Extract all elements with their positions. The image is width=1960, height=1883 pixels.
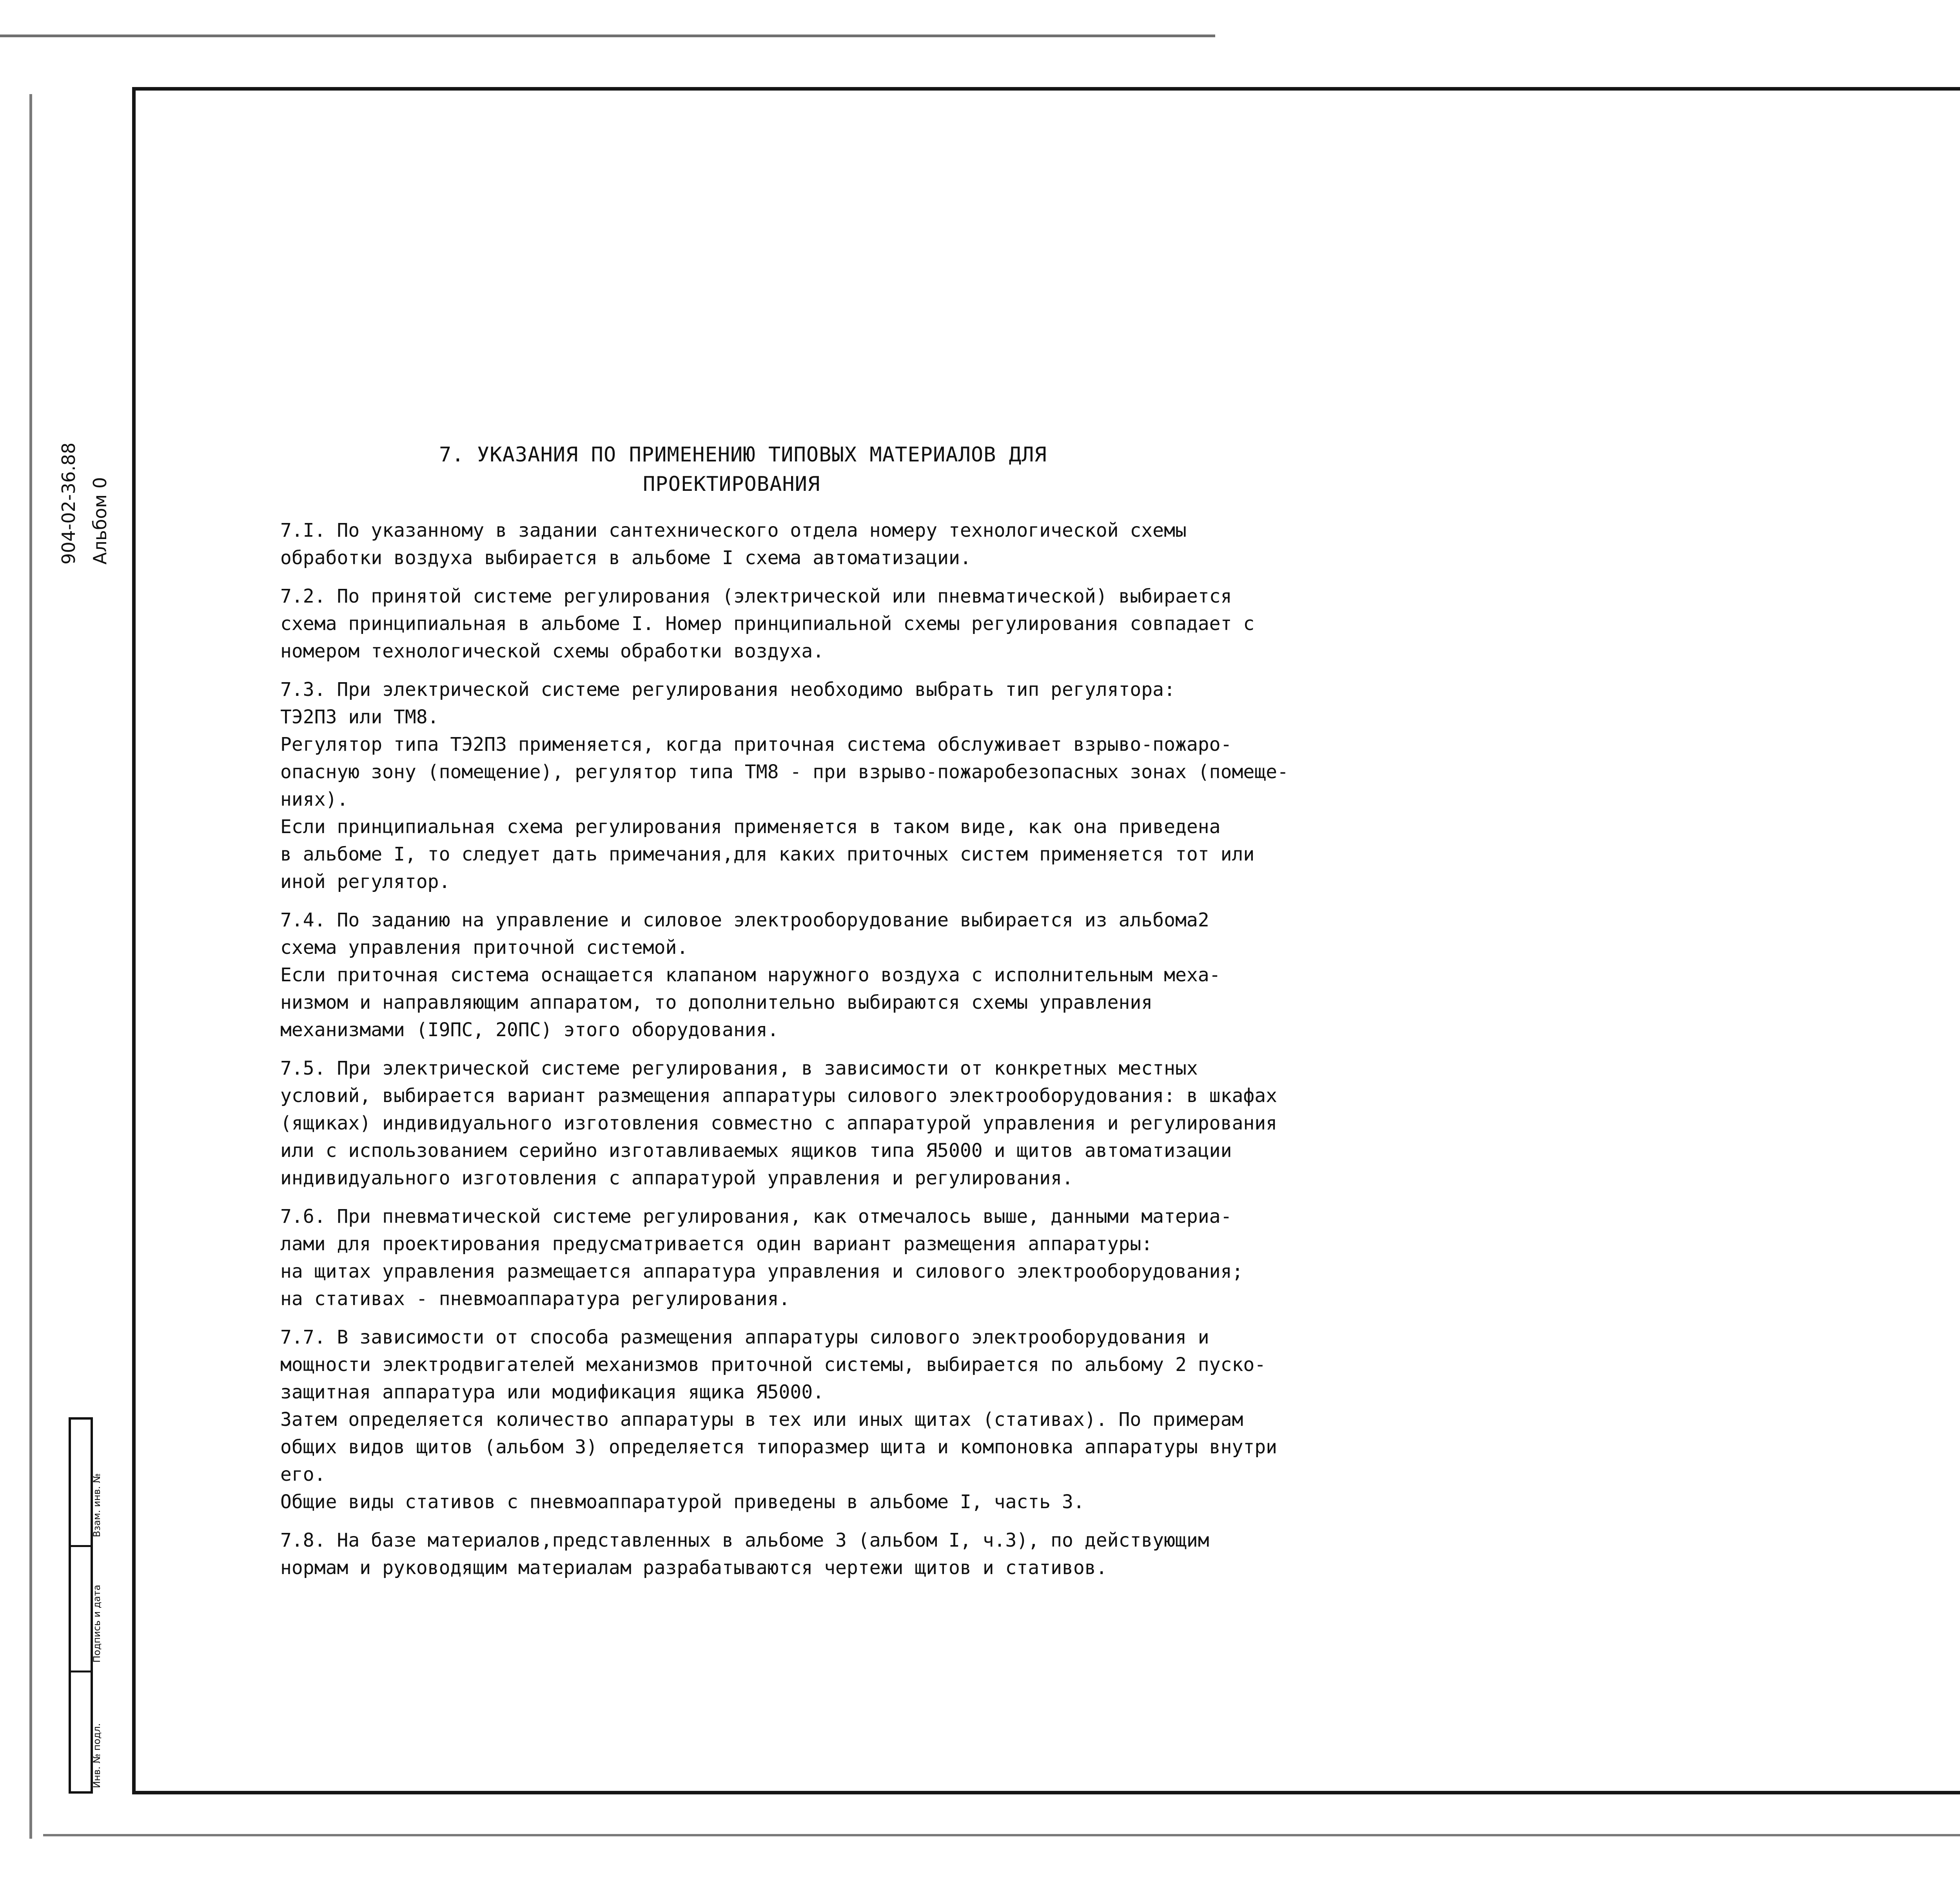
text-line: ниях). [280,788,348,810]
section-heading-line1: 7. УКАЗАНИЯ ПО ПРИМЕНЕНИЮ ТИПОВЫХ МАТЕРИАЛОВ ДЛЯ [439,443,1047,467]
text-line: защитная аппаратура или модификация ящика Я5000. [280,1381,824,1403]
margin-album-label: Альбом 0 [89,477,111,565]
approval-stamp-box [69,1417,102,1794]
stamp-replace-inv: Взам. инв. № [91,1473,102,1537]
text-line: нормам и руководящим материалам разрабатываются чертежи щитов и стативов. [280,1557,1107,1579]
text-line: Если приточная система оснащается клапаном наружного воздуха с исполнительным меха- [280,964,1221,986]
text-line: 7.8. На базе материалов,представленных в альбоме 3 (альбом I, ч.3), по действующим [280,1529,1209,1551]
text-line: опасную зону (помещение), регулятор типа ТМ8 - при взрыво-пожаробезопасных зонах (помеще- [280,761,1289,783]
paragraph-7-5 [280,1055,1299,1192]
top-scan-rule [0,35,1215,37]
stamp-separator [71,1671,91,1672]
bottom-scan-rule [43,1834,1960,1836]
text-line: схема управления приточной системой. [280,937,688,959]
text-line: 7.4. По заданию на управление и силовое электрооборудование выбирается из альбома2 [280,909,1209,931]
text-line: его. [280,1464,326,1485]
text-line: низмом и направляющим аппаратом, то дополнительно выбираются схемы управления [280,991,1153,1013]
left-scan-rule [29,94,32,1839]
paragraph-7-7 [280,1324,1299,1516]
text-line: механизмами (I9ПС, 20ПС) этого оборудования. [280,1019,779,1041]
text-line: 7.7. В зависимости от способа размещения аппаратуры силового электрооборудования и [280,1326,1209,1348]
text-line: 7.6. При пневматической системе регулирования, как отмечалось выше, данными материа- [280,1206,1232,1227]
text-line: общих видов щитов (альбом 3) определяется типоразмер щита и компоновка аппаратуры внутри [280,1436,1278,1458]
text-line: иной регулятор. [280,871,450,893]
text-line: Общие виды стативов с пневмоаппаратурой приведены в альбоме I, часть 3. [280,1491,1085,1513]
text-line: Затем определяется количество аппаратуры в тех или иных щитах (стативах). По примерам [280,1409,1243,1431]
section-heading-line2: ПРОЕКТИРОВАНИЯ [643,472,820,496]
stamp-sign-date: Подпись и дата [91,1585,102,1663]
text-line: мощности электродвигателей механизмов приточной системы, выбирается по альбому 2 пуско- [280,1354,1266,1376]
text-line: в альбоме I, то следует дать примечания,для каких приточных систем применяется тот или [280,843,1255,865]
text-line: (ящиках) индивидуального изготовления совместно с аппаратурой управления и регулирования [280,1112,1278,1134]
text-line: 7.5. При электрической системе регулирования, в зависимости от конкретных местных [280,1057,1198,1079]
paragraph-7-3 [280,676,1299,895]
paragraph-7-4 [280,906,1299,1044]
margin-doc-code: 904-02-36.88 [58,442,79,565]
text-line: схема принципиальная в альбоме I. Номер принципиальной схемы регулирования совпадает с [280,613,1255,635]
text-line: 7.I. По указанному в задании сантехнического отдела номеру технологической схемы [280,519,1187,541]
text-line: 7.3. При электрической системе регулирования необходимо выбрать тип регулятора: [280,679,1175,701]
text-line: или с использованием серийно изготавливаемых ящиков типа Я5000 и щитов автоматизации [280,1140,1232,1162]
text-line: Регулятор типа ТЭ2ПЗ применяется, когда приточная система обслуживает взрыво-пожаро- [280,734,1232,755]
text-line: обработки воздуха выбирается в альбоме I схема автоматизации. [280,547,971,569]
paragraph-7-8 [280,1527,1299,1582]
paragraph-7-6 [280,1203,1299,1313]
stamp-inv-orig: Инв. № подл. [91,1723,102,1788]
paragraph-7-2 [280,583,1299,665]
text-line: на стативах - пневмоаппаратура регулирования. [280,1288,790,1310]
paragraph-7-1 [280,517,1299,572]
text-line: индивидуального изготовления с аппаратурой управления и регулирования. [280,1167,1073,1189]
text-line: на щитах управления размещается аппаратура управления и силового электрооборудования; [280,1260,1243,1282]
text-line: условий, выбирается вариант размещения аппаратуры силового электрооборудования: в шкафах [280,1085,1278,1107]
text-line: номером технологической схемы обработки воздуха. [280,640,824,662]
text-line: ТЭ2ПЗ или ТМ8. [280,706,439,728]
text-line: 7.2. По принятой системе регулирования (электрической или пневматической) выбирается [280,585,1232,607]
body-text [280,517,1299,1582]
text-line: лами для проектирования предусматривается один вариант размещения аппаратуры: [280,1233,1153,1255]
text-line: Если принципиальная схема регулирования применяется в таком виде, как она приведена [280,816,1221,838]
stamp-separator [71,1545,91,1547]
